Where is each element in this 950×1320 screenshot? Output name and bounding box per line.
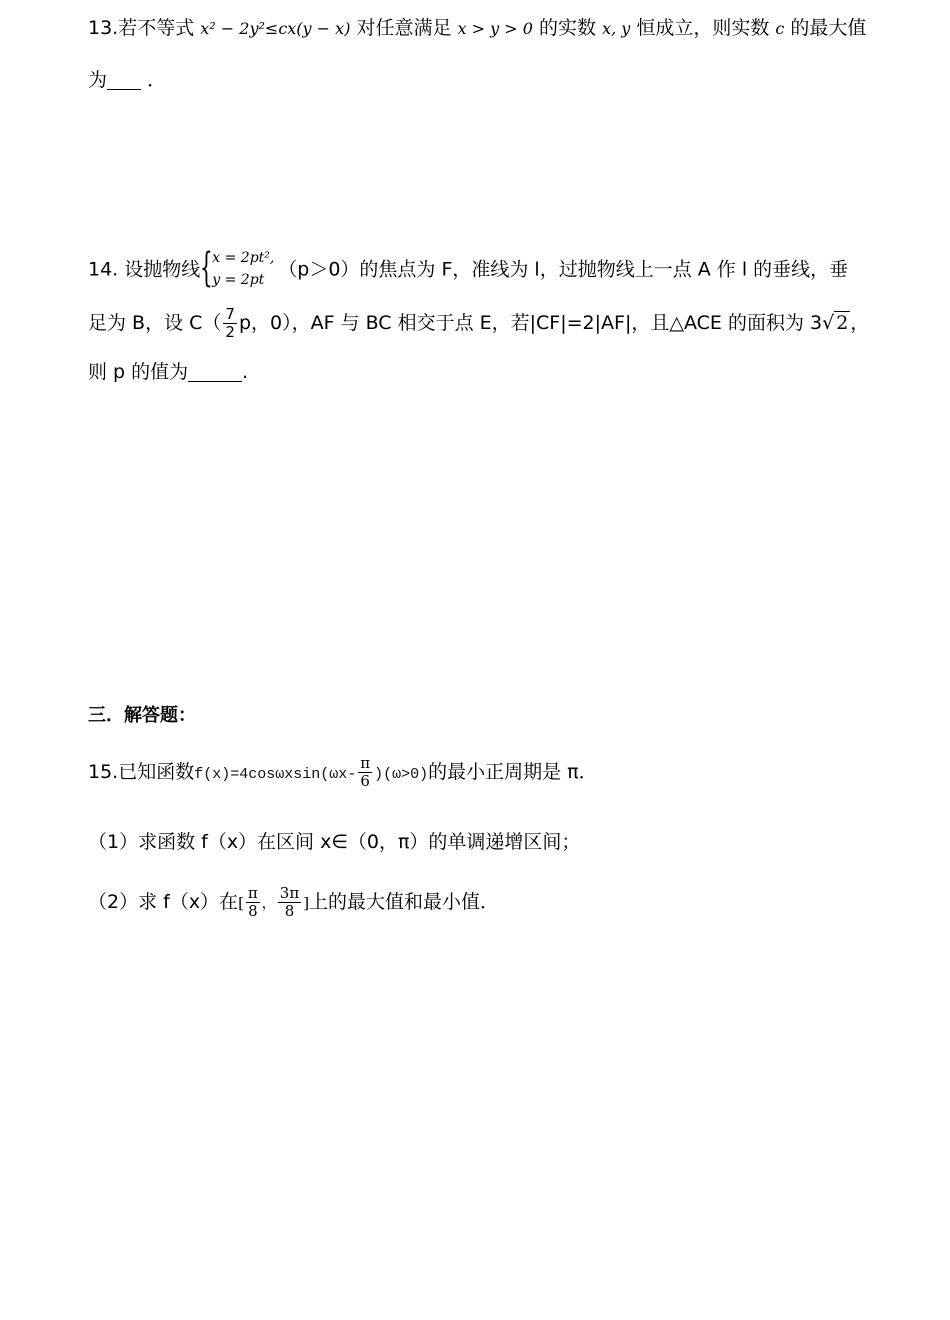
q14-end: . [242,361,249,383]
q14-line1 [88,245,849,292]
q15-prefix: 15.已知函数 [88,761,195,783]
interval-open: [ [238,894,244,912]
q13-condition: x > y > 0 [457,19,533,38]
q13-line1 [88,14,866,43]
fraction-numerator: π [360,754,371,772]
fraction-numerator: 7 [225,305,235,323]
sqrt-expression: √ 2 [822,312,849,334]
q13-suffix: 的最大值 [790,17,867,39]
q13-text3: 恒成立，则实数 [636,17,770,39]
fraction-denominator: 6 [360,772,370,790]
function-expression-a: f(x)=4cosωxsin(ωx- [194,766,357,783]
interval-upper-fraction [278,885,301,920]
q13-inequality: x² − 2y²≤cx(y − x) [200,19,351,38]
q15-part2 [88,884,499,922]
q14-line2-a: 足为 B，设 C（ [88,312,222,334]
fraction-denominator: 2 [225,323,235,341]
interval-comma: ， [261,896,276,912]
q13-end: ． [147,69,167,91]
interval-close: ] [303,894,310,912]
q14-line3 [88,358,248,386]
q14-text: （p＞0）的焦点为 F，准线为 l，过抛物线上一点 A 作 l 的垂线，垂 [278,258,849,281]
fraction-numerator: 3π [279,884,300,902]
q13-vars: x, y [602,19,631,38]
function-expression-b: )(ω>0) [374,766,429,783]
parametric-system [200,245,278,292]
answer-blank[interactable] [188,361,242,382]
system-row1: x = 2pt², [212,250,275,266]
q14-line3-text: 则 p 的值为 [88,361,189,383]
fraction [358,755,372,790]
answer-blank[interactable] [107,69,141,90]
fraction [223,306,237,341]
q13-text2: 的实数 [539,17,597,39]
q13-c: c [775,19,785,38]
system-row2: y = 2pt [212,272,265,288]
sqrt-radicand: 2 [836,312,849,334]
q13-line2-text: 为 [88,69,108,91]
brace-icon: { [200,245,213,291]
q15-part2-b: 上的最大值和最小值． [309,891,500,913]
q13-text: 对任意满足 [356,17,452,39]
q15-part2-a: （2）求 f（x）在 [88,891,239,913]
interval-lower-fraction [246,885,260,920]
q14-prefix: 14. 设抛物线 [88,258,201,281]
q15-line1 [88,754,598,793]
section-heading: 三．解答题： [88,705,196,726]
q13-line2 [88,66,166,94]
fraction-denominator: 8 [248,902,258,920]
q13-prefix: 13.若不等式 [88,17,195,39]
q14-line2-c: ， [850,312,870,334]
fraction-numerator: π [247,884,258,902]
q15-part1: （1）求函数 f（x）在区间 x∈（0，π）的单调递增区间； [88,831,581,853]
q15-suffix: 的最小正周期是 π． [428,761,598,783]
fraction-denominator: 8 [284,902,295,920]
q14-line2-b: p，0），AF 与 BC 相交于点 E，若|CF|=2|AF|，且△ACE 的面积为 3 [238,312,823,334]
q14-line2 [88,306,869,341]
